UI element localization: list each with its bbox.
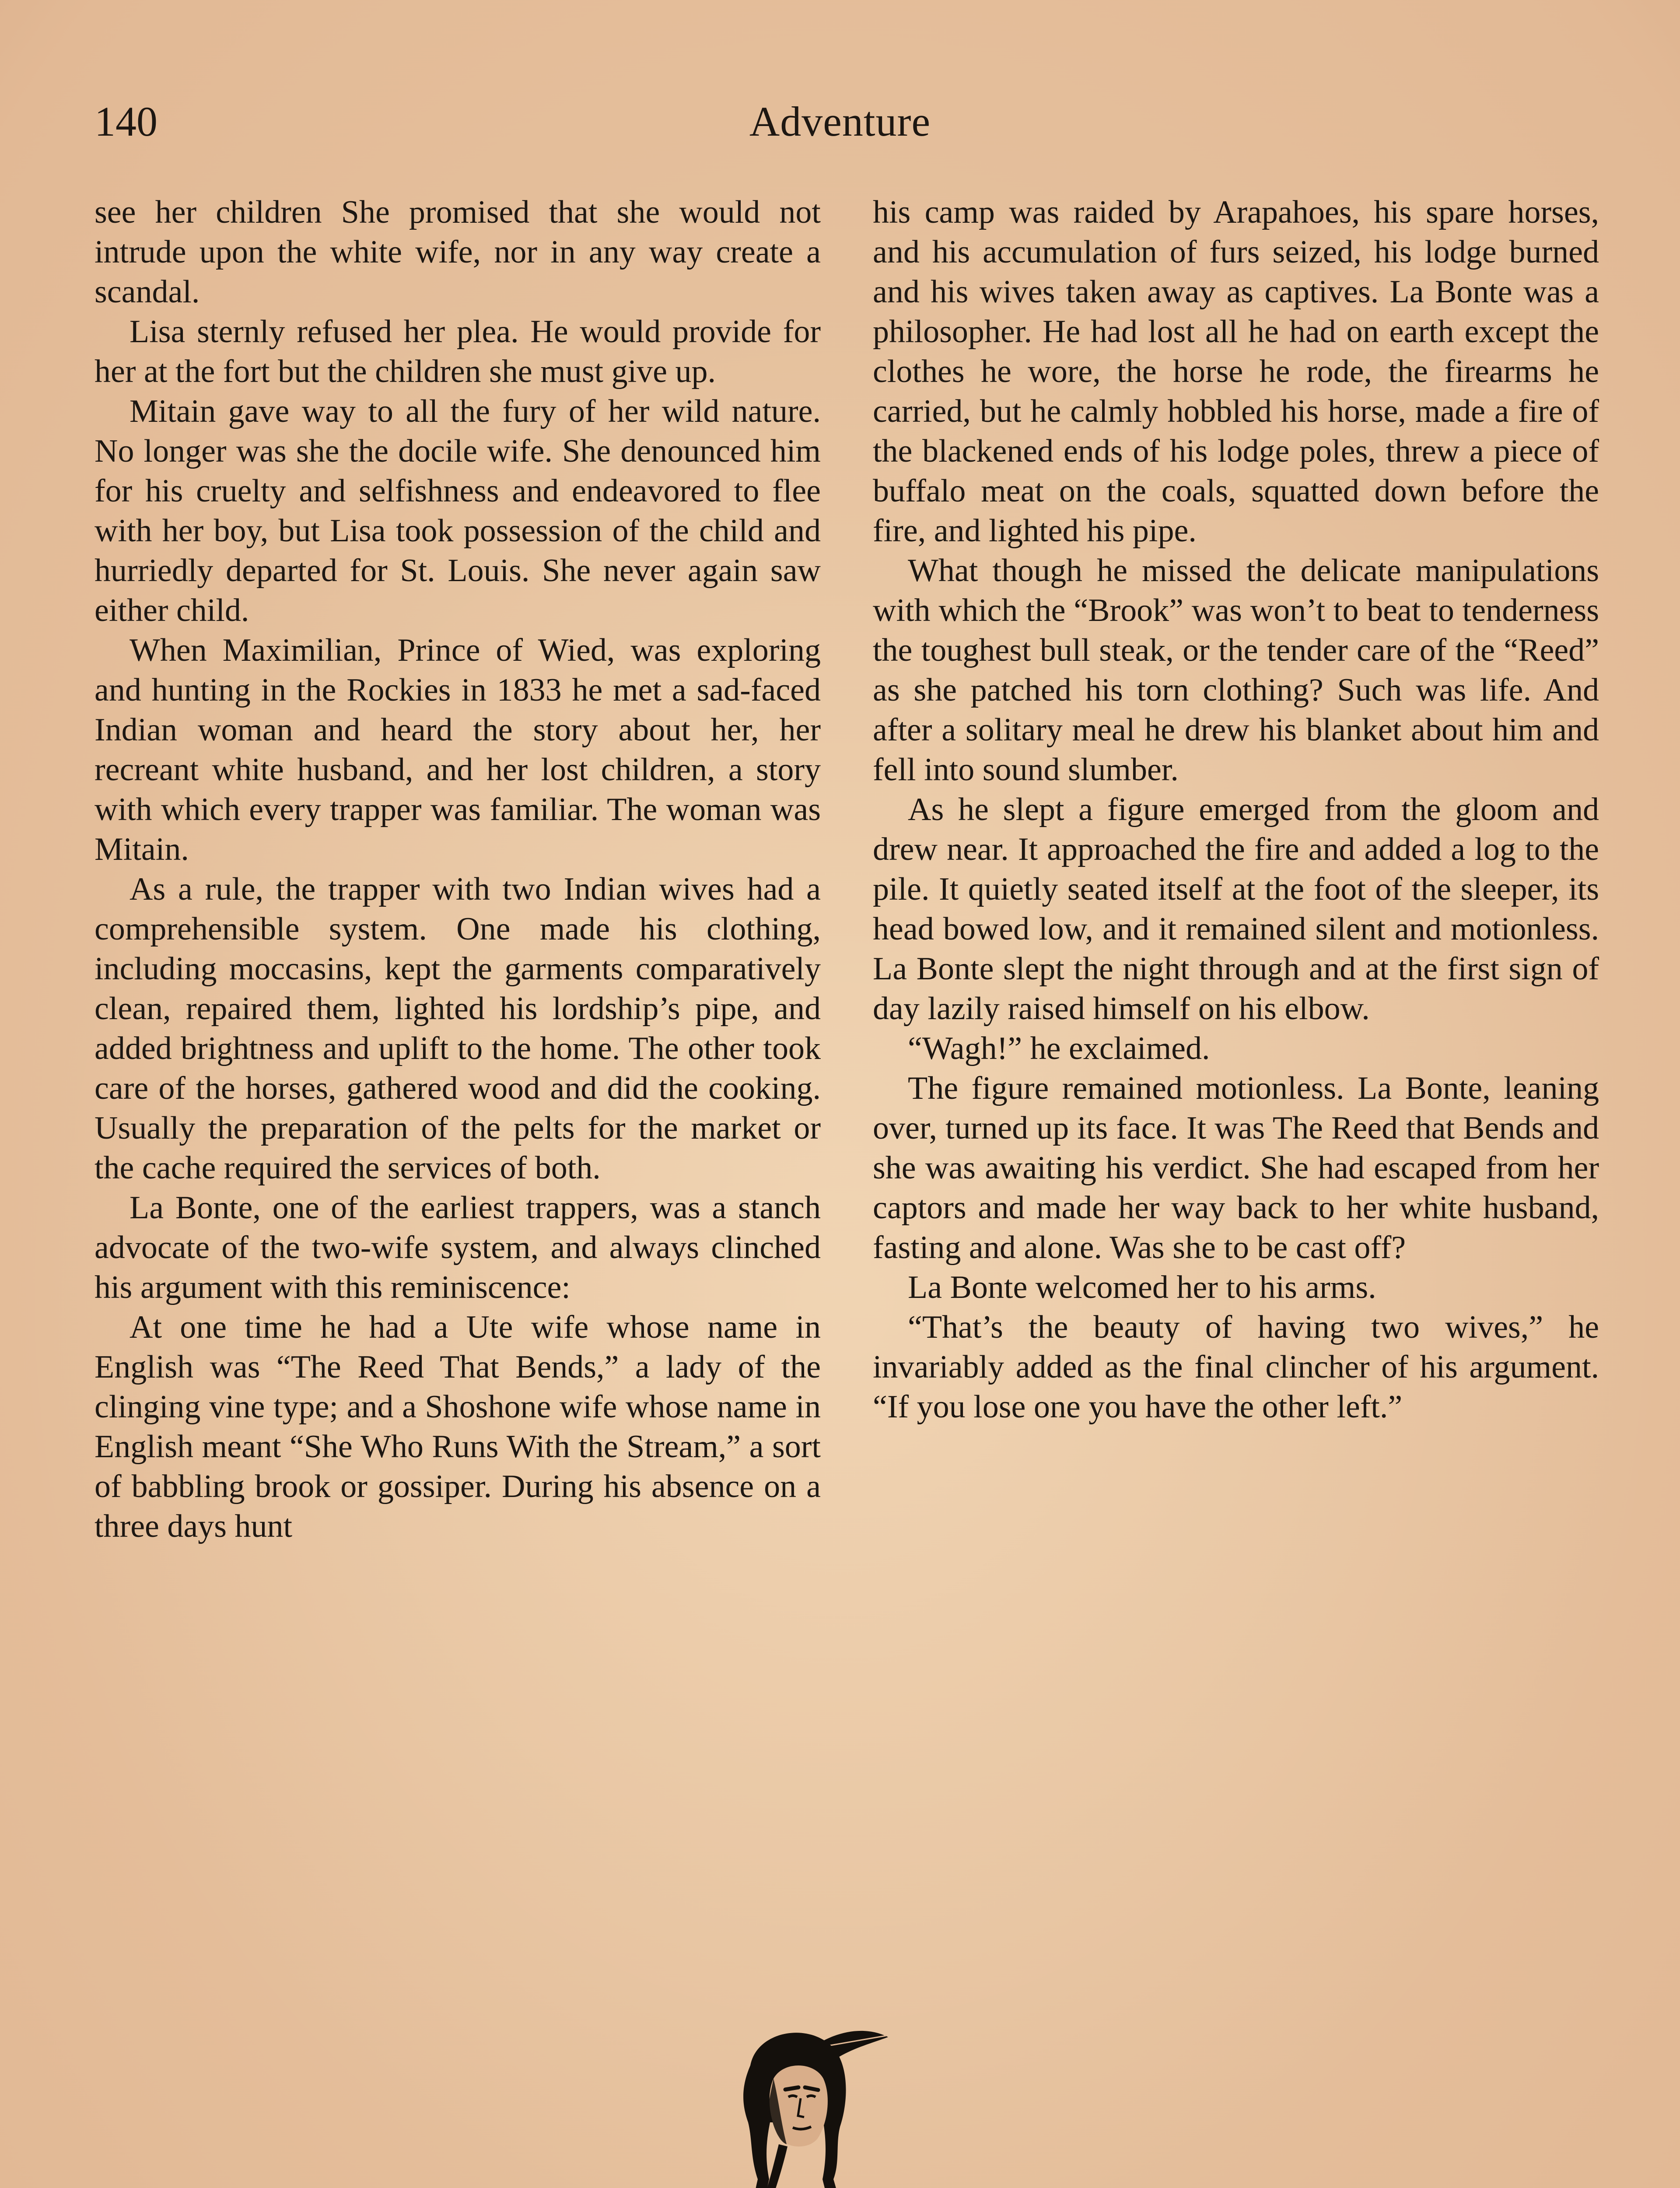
paragraph: As he slept a figure emerged from the gloom and drew near. It approached the fire and added a log to the pile. It quietly seated itself at the foot of the sleeper, its head bowed low, and it remained silent and motionless. La Bonte slept the night through and at the first sign of day lazily raised himself on his elbow. (873, 792, 1599, 1027)
paragraph: The figure remained motionless. La Bonte, leaning over, turned up its face. It was The Reed that Bends and she was awaiting his verdict. She had escaped from her captors and made her way back to her white husband, fasting and alone. Was she to be cast off? (873, 1070, 1599, 1266)
paragraph: see her children She promised that she would not intrude upon the white wife, nor in any way create a scandal. (94, 194, 821, 310)
right-column (873, 193, 1599, 1427)
paragraph: Lisa sternly refused her plea. He would provide for her at the fort but the children she must give up. (94, 314, 821, 389)
paragraph: “Wagh!” he exclaimed. (908, 1031, 1210, 1066)
indian-head-with-feather-icon (709, 2013, 892, 2188)
page-number: 140 (94, 98, 158, 145)
paragraph: La Bonte welcomed her to his arms. (908, 1269, 1376, 1305)
paragraph: La Bonte, one of the earliest trappers, was a stanch advocate of the two-wife system, and always clinched his argument with this reminiscence: (94, 1190, 821, 1305)
paragraph: “That’s the beauty of having two wives,” he invariably added as the final clincher of his argument. “If you lose one you have the other left.” (873, 1309, 1599, 1425)
paragraph: When Maximilian, Prince of Wied, was exploring and hunting in the Rockies in 1833 he met a sad-faced Indian woman and heard the story about her, her recreant white husband, and her lost children, a story with which every trapper was familiar. The woman was Mitain. (94, 632, 821, 867)
left-column (94, 193, 821, 1546)
paragraph: What though he missed the delicate manipulations with which the “Brook” was won’t to beat to tenderness the toughest bull steak, or the tender care of the “Reed” as she patched his torn clothing? Such was life. And after a solitary meal he drew his blanket about him and fell into sound slumber. (873, 553, 1599, 788)
running-title: Adventure (749, 98, 931, 145)
paragraph: Mitain gave way to all the fury of her wild nature. No longer was she the docile wife. She denounced him for his cruelty and selfishness and endeavored to flee with her boy, but Lisa took possession of the child and hurriedly departed for St. Louis. She never again saw either child. (94, 393, 821, 628)
paragraph: At one time he had a Ute wife whose name in English was “The Reed That Bends,” a lady of the clinging vine type; and a Shoshone wife whose name in English meant “She Who Runs With the Stream,” a sort of babbling brook or gossiper. During his absence on a three days hunt (94, 1309, 821, 1544)
paragraph: As a rule, the trapper with two Indian wives had a comprehensible system. One made his clothing, including moccasins, kept the garments comparatively clean, repaired them, lighted his lordship’s pipe, and added brightness and uplift to the home. The other took care of the horses, gathered wood and did the cooking. Usually the preparation of the pelts for the market or the cache required the services of both. (94, 871, 821, 1186)
paragraph: his camp was raided by Arapahoes, his spare horses, and his accumulation of furs seized, his lodge burned and his wives taken away as captives. La Bonte was a philosopher. He had lost all he had on earth except the clothes he wore, the horse he rode, the firearms he carried, but he calmly hobbled his horse, made a fire of the blackened ends of his lodge poles, threw a piece of buffalo meat on the coals, squatted down before the fire, and lighted his pipe. (873, 194, 1599, 549)
page-header (94, 95, 1586, 148)
